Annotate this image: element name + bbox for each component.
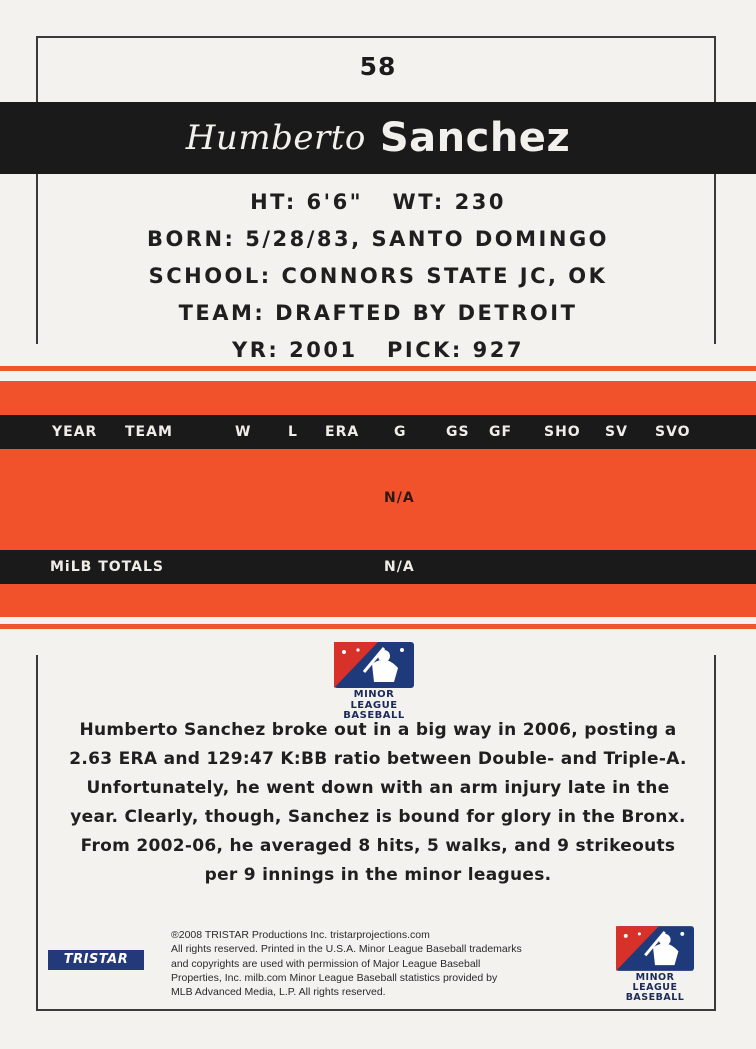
totals-label: MiLB TOTALS xyxy=(50,559,164,575)
frame-bottom-line xyxy=(36,1009,716,1011)
milb-flag-icon xyxy=(334,642,414,688)
milb-logo-line2: BASEBALL xyxy=(625,991,685,1003)
header-g: G xyxy=(394,424,407,440)
player-name-bar xyxy=(0,102,756,174)
header-year: YEAR xyxy=(52,424,98,440)
player-bio xyxy=(0,184,756,369)
header-gf: GF xyxy=(489,424,513,440)
totals-value: N/A xyxy=(384,559,415,575)
story-line: per 9 innings in the minor leagues. xyxy=(204,865,552,885)
bio-born: BORN: 5/28/83, SANTO DOMINGO xyxy=(146,227,610,251)
orange-stripe-bottom xyxy=(0,624,756,629)
milb-logo-text xyxy=(616,973,694,1003)
header-svo: SVO xyxy=(655,424,691,440)
stats-header-row xyxy=(0,415,756,449)
bio-height-weight: HT: 6'6" WT: 230 xyxy=(250,190,506,214)
player-first-name: Humberto xyxy=(185,118,366,158)
header-w: W xyxy=(235,424,252,440)
legal-line: Properties, Inc. milb.com Minor League Baseball statistics provided by xyxy=(171,971,498,984)
season-stats-value: N/A xyxy=(384,490,415,506)
milb-flag-icon xyxy=(616,926,694,971)
legal-line: MLB Advanced Media, L.P. All rights reserved. xyxy=(171,986,386,999)
legal-text xyxy=(171,928,611,999)
header-era: ERA xyxy=(325,424,360,440)
bio-draft: YR: 2001 PICK: 927 xyxy=(232,338,524,362)
legal-line: All rights reserved. Printed in the U.S.A. Minor League Baseball trademarks xyxy=(171,943,522,956)
header-sho: SHO xyxy=(544,424,581,440)
milb-logo-line1: MINOR LEAGUE xyxy=(350,689,398,711)
player-last-name: Sanchez xyxy=(379,115,571,161)
tristar-logo: TRISTAR xyxy=(48,950,144,970)
frame-top-line xyxy=(36,36,716,38)
legal-line: and copyrights are used with permission of Major League Baseball xyxy=(171,957,481,970)
orange-stripe-top xyxy=(0,366,756,371)
milb-logo-line2: BASEBALL xyxy=(343,710,405,721)
story-line: From 2002-06, he averaged 8 hits, 5 walks, and 9 strikeouts xyxy=(80,836,676,856)
story-line: Unfortunately, he went down with an arm injury late in the xyxy=(86,778,670,798)
header-gs: GS xyxy=(446,424,470,440)
story-line: year. Clearly, though, Sanchez is bound for glory in the Bronx. xyxy=(70,807,686,827)
card-number: 58 xyxy=(359,52,397,81)
totals-row xyxy=(0,550,756,584)
milb-logo-corner xyxy=(616,926,700,1003)
milb-logo-center xyxy=(334,642,418,721)
bio-team: TEAM: DRAFTED BY DETROIT xyxy=(178,301,578,325)
frame-left-line-lower xyxy=(36,655,38,1010)
header-team: TEAM xyxy=(125,424,173,440)
milb-logo-line1: MINOR LEAGUE xyxy=(632,972,678,993)
bio-school: SCHOOL: CONNORS STATE JC, OK xyxy=(148,264,608,288)
story-line: Humberto Sanchez broke out in a big way in 2006, posting a xyxy=(79,720,677,740)
header-l: L xyxy=(288,424,298,440)
legal-line: ®2008 TRISTAR Productions Inc. tristarprojections.com xyxy=(171,929,430,941)
story-line: 2.63 ERA and 129:47 K:BB ratio between Double- and Triple-A. xyxy=(69,749,687,769)
player-story xyxy=(40,716,716,890)
header-sv: SV xyxy=(605,424,628,440)
